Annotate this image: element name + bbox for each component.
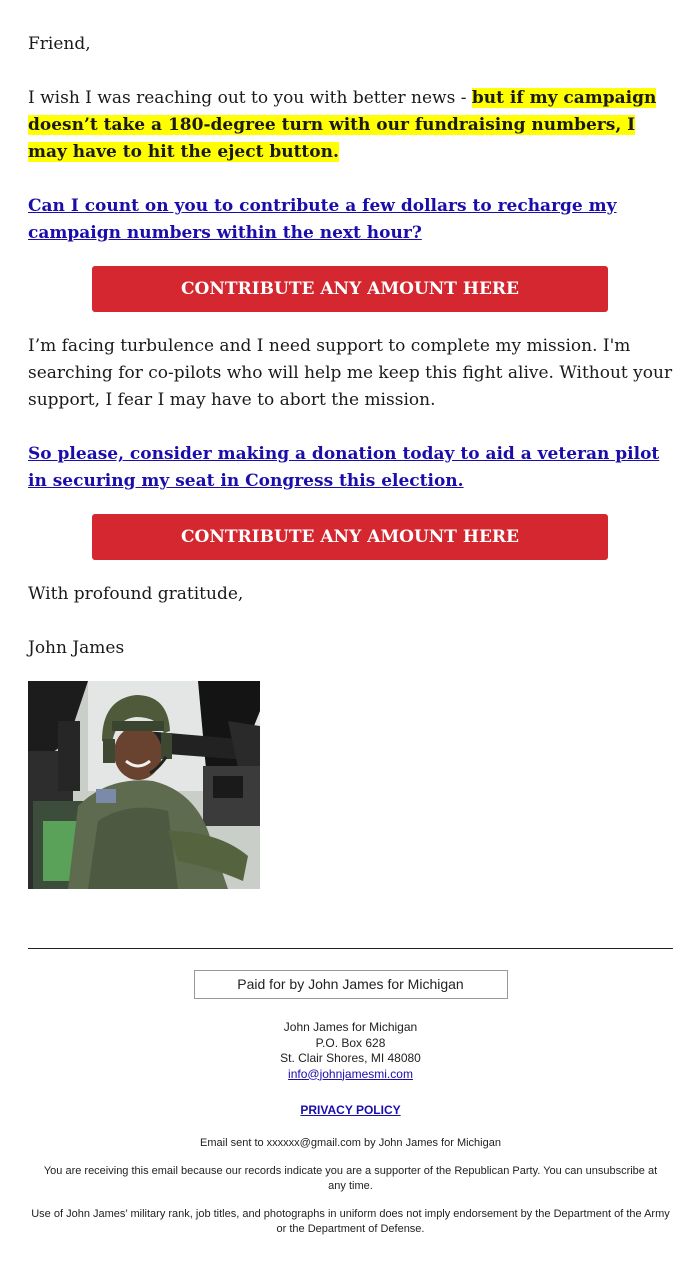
pilot-photo xyxy=(28,681,260,889)
disclaimer-text: Use of John James’ military rank, job titles, and photographs in uniform does not imply endorsement by the Department of the Army or the Department of Defense. xyxy=(31,1208,670,1235)
paid-for-box: Paid for by John James for Michigan xyxy=(194,970,508,999)
signature: John James xyxy=(28,638,125,658)
contact-email-link[interactable]: info@johnjamesmi.com xyxy=(288,1066,413,1081)
privacy-block xyxy=(28,1103,673,1117)
receiving-text: You are receiving this email because our records indicate you are a supporter of the Republican Party. You can unsubscribe at any time. xyxy=(43,1165,658,1192)
body-paragraph: I’m facing turbulence and I need support to complete my mission. I'm searching for co-pilots who will help me keep this fight alive. Without your support, I fear I may have to abort the mission. xyxy=(28,336,673,410)
contribute-button-1[interactable]: CONTRIBUTE ANY AMOUNT HERE xyxy=(92,266,608,312)
address-block xyxy=(28,1020,673,1082)
intro-text: I wish I was reaching out to you with better news - xyxy=(28,88,472,108)
org-name: John James for Michigan xyxy=(283,1020,418,1034)
city-line: St. Clair Shores, MI 48080 xyxy=(280,1051,421,1065)
appeal-paragraph-2 xyxy=(28,441,673,495)
appeal-paragraph-1 xyxy=(28,193,628,247)
intro-paragraph xyxy=(28,85,673,166)
sent-to-text: Email sent to xxxxxx@gmail.com by John James for Michigan xyxy=(200,1137,501,1149)
pilot-in-cockpit-image xyxy=(28,681,260,889)
contribute-button-2[interactable]: CONTRIBUTE ANY AMOUNT HERE xyxy=(92,514,608,560)
po-box: P.O. Box 628 xyxy=(315,1035,386,1050)
highlighted-text: but if my campaign doesn’t take a 180-degree turn with our fundraising numbers, I may have to hit the eject button. xyxy=(28,88,657,162)
greeting: Friend, xyxy=(28,34,91,54)
closing: With profound gratitude, xyxy=(28,584,244,604)
footer-divider xyxy=(28,948,673,949)
privacy-policy-link[interactable]: PRIVACY POLICY xyxy=(300,1103,401,1117)
footer xyxy=(28,970,673,1237)
donate-link-2[interactable]: So please, consider making a donation today to aid a veteran pilot in securing my seat in Congress this election. xyxy=(28,444,660,491)
donate-link-1[interactable]: Can I count on you to contribute a few dollars to recharge my campaign numbers within the next hour? xyxy=(28,196,617,243)
